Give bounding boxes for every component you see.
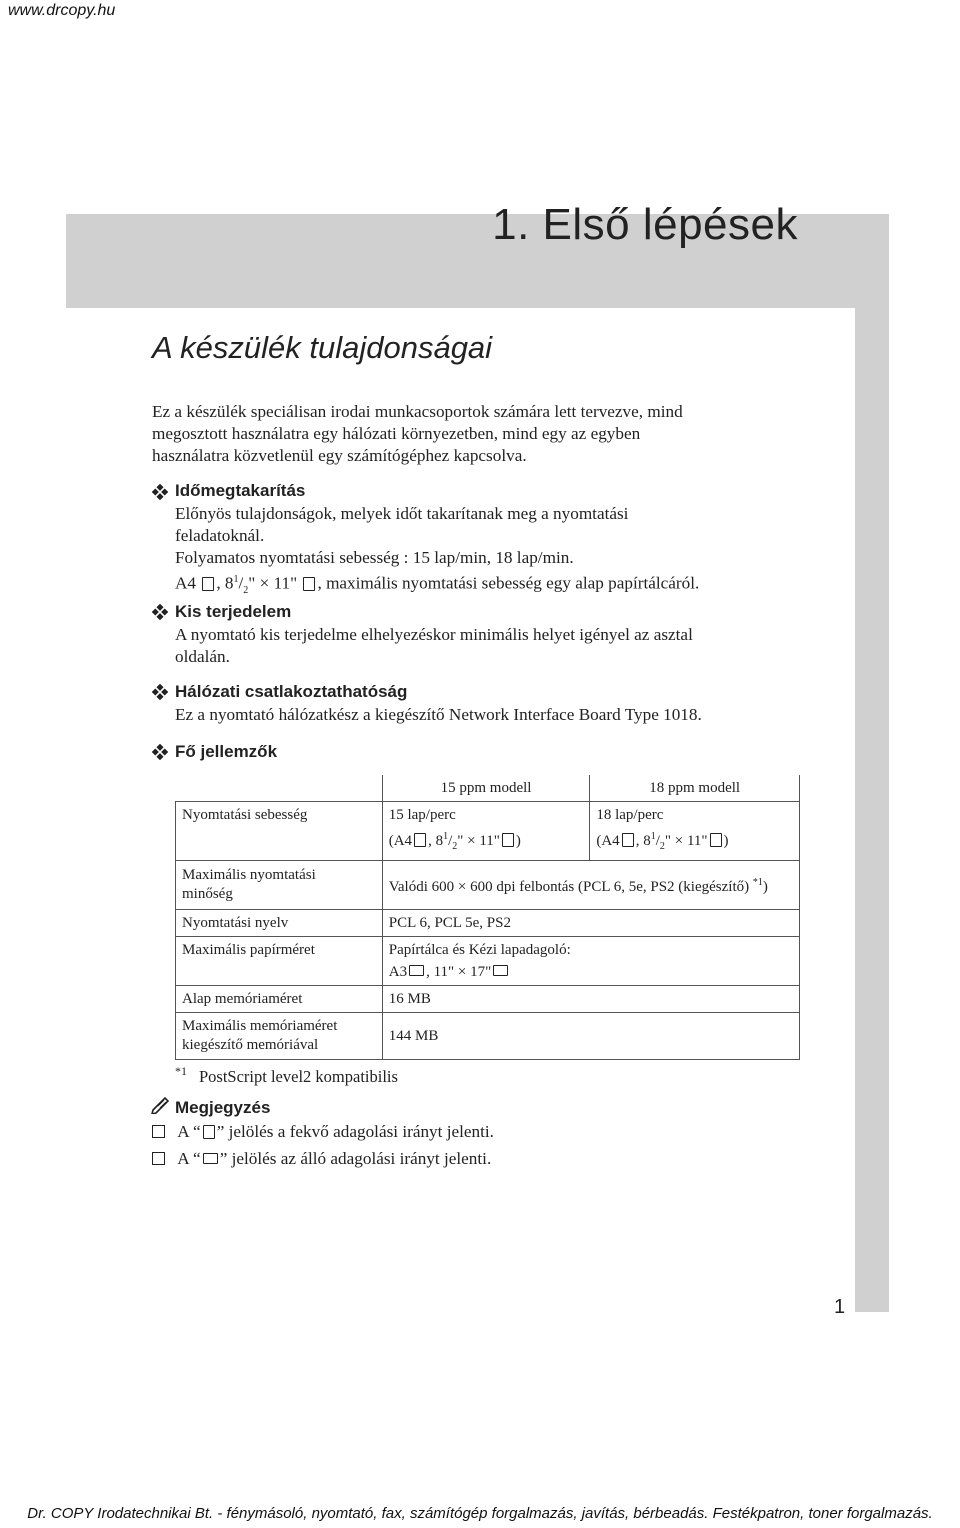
table-cell [176, 775, 383, 802]
note-item: A “ ” jelölés a fekvő adagolási irányt jelenti. [152, 1121, 494, 1143]
feature-line-rest: , maximális nyomtatási sebesség egy alap papírtálcáról. [317, 573, 700, 593]
diamond-bullet-icon [152, 484, 168, 500]
feature-heading-main: Fő jellemzők [175, 742, 278, 761]
feature-heading-time-saving: Időmegtakarítás [175, 481, 306, 500]
size-a4: A4 [175, 573, 197, 593]
intro-line: megosztott használatra egy hálózati környezetben, mind egy az egyben [152, 424, 641, 443]
diamond-bullet-icon [152, 604, 168, 620]
page-number: 1 [834, 1296, 846, 1318]
size-int: 8 [224, 573, 234, 593]
table-row [176, 861, 800, 910]
feature-line: oldalán. [175, 647, 230, 666]
intro-line: Ez a készülék speciálisan irodai munkacsoportok számára lett tervezve, mind [152, 402, 683, 421]
row-label-max-memory: Maximális memóriaméret kiegészítő memóriával [176, 1013, 383, 1060]
footnote-text: PostScript level2 kompatibilis [199, 1067, 398, 1086]
portrait-paper-icon [622, 833, 634, 847]
checkbox-bullet-icon [152, 1125, 165, 1138]
portrait-paper-icon [502, 833, 514, 847]
row-label-language: Nyomtatási nyelv [176, 910, 383, 937]
max-memory-value-cell: 144 MB [382, 1013, 799, 1060]
table-row [176, 986, 800, 1013]
table-row [176, 937, 800, 986]
site-url[interactable]: www.drcopy.hu [8, 2, 116, 19]
landscape-paper-icon [409, 965, 424, 976]
size-den: 2 [243, 585, 249, 597]
table-row [176, 802, 800, 861]
feature-line: A4 , $8^1/_2$" × 11" , maximális nyomtatási sebesség egy alap papírtálcáról. [175, 573, 700, 597]
right-margin-rail [855, 308, 889, 1312]
row-label-base-memory: Alap memóriaméret [176, 986, 383, 1013]
feature-line: Folyamatos nyomtatási sebesség : 15 lap/min, 18 lap/min. [175, 548, 574, 567]
quality-value-cell: Valódi 600 × 600 dpi felbontás (PCL 6, 5e, PS2 (kiegészítő) $^{*1}$) [382, 861, 799, 910]
table-row [176, 1013, 800, 1060]
table-row [176, 910, 800, 937]
page-footer: Dr. COPY Irodatechnikai Bt. - fénymásoló, nyomtató, fax, számítógép forgalmazás, javítás, bérbeadás. Festékpatron, toner forgalmazás. [27, 1505, 933, 1522]
table-header-18ppm: 18 ppm modell [590, 775, 800, 802]
row-label-speed: Nyomtatási sebesség [176, 802, 383, 861]
feature-line: Ez a nyomtató hálózatkész a kiegészítő Network Interface Board Type 1018. [175, 705, 702, 724]
feature-line: A nyomtató kis terjedelme elhelyezéskor minimális helyet igényel az asztal [175, 625, 693, 644]
feature-line: Előnyös tulajdonságok, melyek időt takarítanak meg a nyomtatási [175, 504, 629, 523]
row-label-quality: Maximális nyomtatási minőség [176, 861, 383, 910]
size-inch: " [248, 573, 256, 593]
section-title: A készülék tulajdonságai [152, 330, 493, 365]
intro-line: használatra közvetlenül egy számítógéphez kapcsolva. [152, 446, 527, 465]
diamond-bullet-icon [152, 684, 168, 700]
feature-body-compact [175, 624, 693, 668]
speed-18-cell: 18 lap/perc (A4 , $8^1/_2$" × 11" ) [590, 802, 800, 861]
portrait-paper-icon [414, 833, 426, 847]
feature-body-network [175, 704, 702, 726]
portrait-paper-icon [303, 577, 315, 591]
landscape-paper-icon [203, 1153, 218, 1164]
checkbox-bullet-icon [152, 1152, 165, 1165]
speed-15-cell: 15 lap/perc (A4 , $8^1/_2$" × 11" ) [382, 802, 590, 861]
size-num: 1 [233, 574, 239, 585]
pencil-note-icon [150, 1094, 172, 1114]
note-heading: Megjegyzés [175, 1098, 271, 1117]
portrait-paper-icon [203, 1125, 215, 1139]
chapter-title: 1. Első lépések [492, 200, 798, 249]
portrait-paper-icon [710, 833, 722, 847]
feature-heading-compact: Kis terjedelem [175, 602, 292, 621]
note-item: A “ ” jelölés az álló adagolási irányt jelenti. [152, 1148, 491, 1170]
portrait-paper-icon [202, 577, 214, 591]
table-header-row [176, 775, 800, 802]
landscape-paper-icon [493, 965, 508, 976]
paper-value-cell: Papírtálca és Kézi lapadagoló: A3 , 11" × 17" [382, 937, 799, 986]
diamond-bullet-icon [152, 744, 168, 760]
spec-table [175, 775, 800, 1060]
feature-heading-network: Hálózati csatlakoztathatóság [175, 682, 408, 701]
base-memory-value-cell: 16 MB [382, 986, 799, 1013]
row-label-paper: Maximális papírméret [176, 937, 383, 986]
intro-paragraph [152, 401, 683, 467]
feature-body-time-saving [175, 503, 699, 602]
footnote-mark: *1 [175, 1064, 187, 1078]
size-x: × 11" [259, 573, 298, 593]
table-header-15ppm: 15 ppm modell [382, 775, 590, 802]
language-value-cell: PCL 6, PCL 5e, PS2 [382, 910, 799, 937]
feature-line: feladatoknál. [175, 526, 265, 545]
